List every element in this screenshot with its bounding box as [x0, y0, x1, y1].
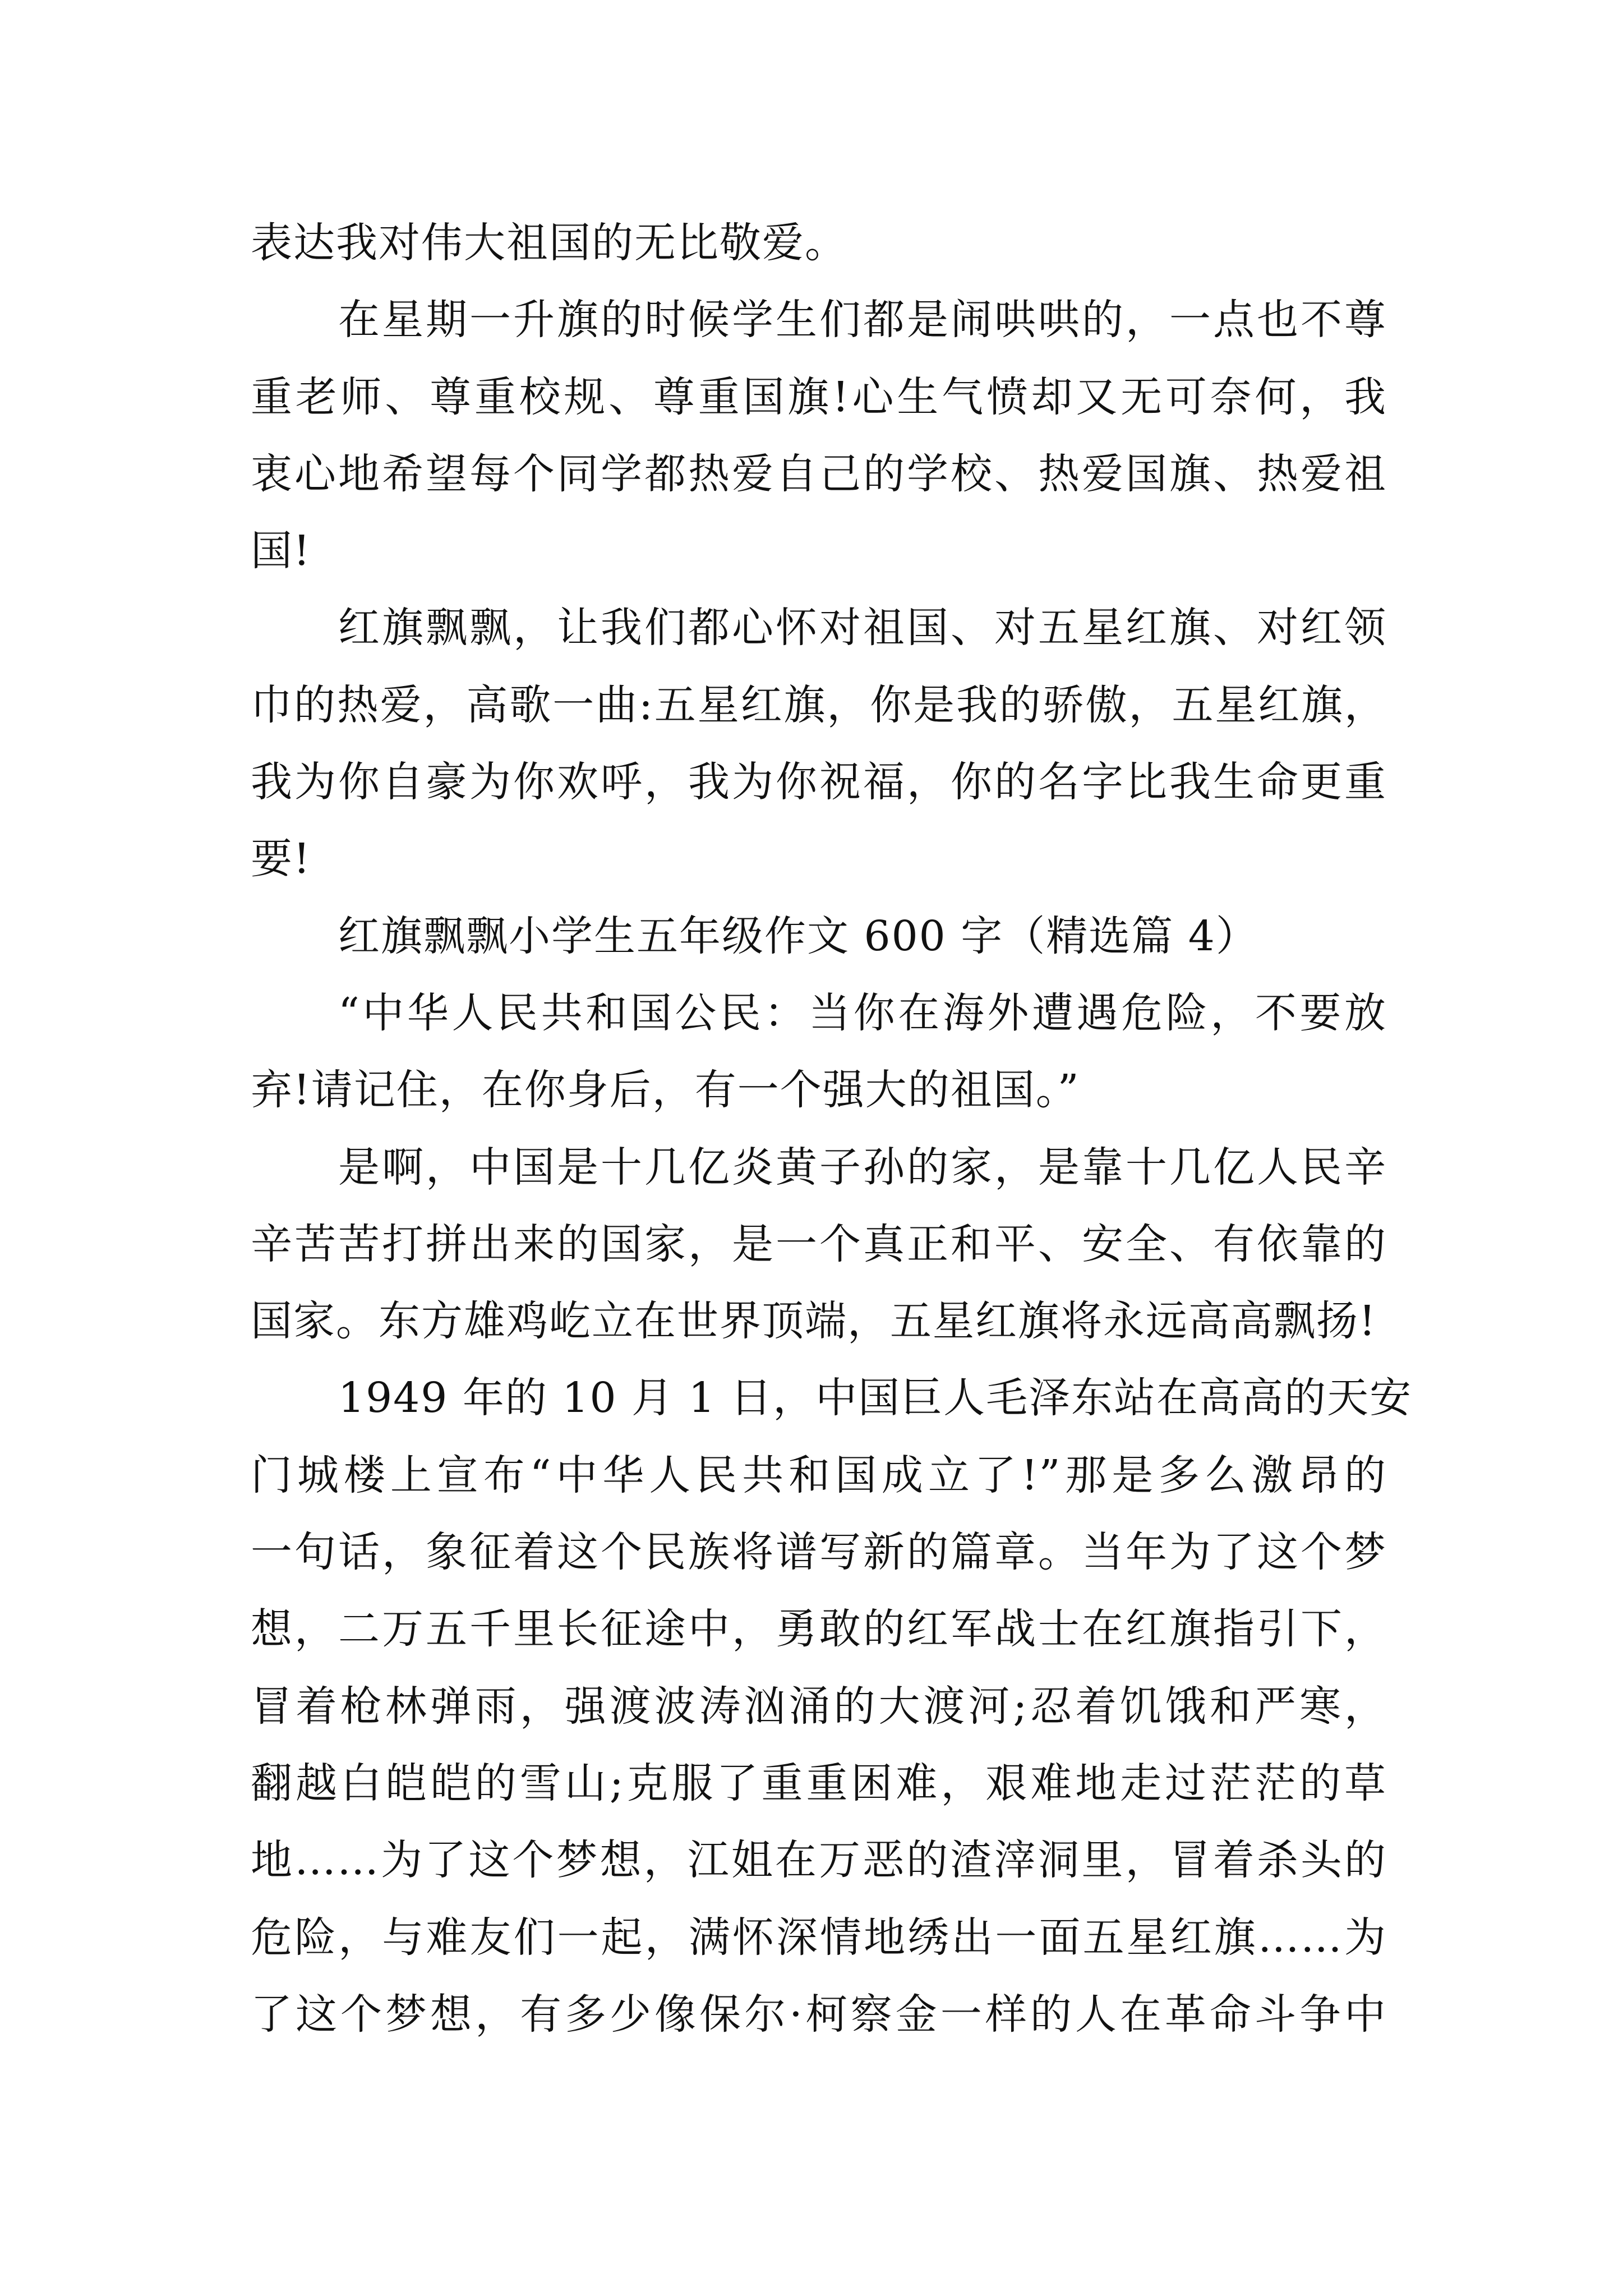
paragraph-line: 表达我对伟大祖国的无比敬爱。 [251, 219, 847, 267]
paragraph-line: 要! [251, 835, 311, 884]
paragraph-line: 红旗飘飘，让我们都心怀对祖国、对五星红旗、对红领 [338, 604, 1387, 652]
paragraph-line: 1949 年的 10 月 1 日，中国巨人毛泽东站在高高的天安 [338, 1374, 1413, 1423]
paragraph [251, 975, 1387, 1129]
paragraph-line: 了这个梦想，有多少像保尔·柯察金一样的人在革命斗争中 [251, 1990, 1387, 2039]
paragraph [251, 1360, 1413, 2053]
paragraph-line: 重老师、尊重校规、尊重国旗!心生气愤却又无可奈何，我 [251, 372, 1387, 421]
paragraph-line: 地……为了这个梦想，江姐在万恶的渣滓洞里，冒着杀头的 [251, 1836, 1387, 1885]
paragraph-line: 是啊，中国是十几亿炎黄子孙的家，是靠十几亿人民辛 [338, 1143, 1387, 1191]
paragraph-line: 国! [251, 527, 311, 576]
paragraph [251, 282, 1387, 590]
paragraph-line: 我为你自豪为你欢呼，我为你祝福，你的名字比我生命更重 [251, 758, 1387, 807]
section-heading-text: 红旗飘飘小学生五年级作文 600 字（精选篇 4） [338, 912, 1258, 960]
paragraph-line: 在星期一升旗的时候学生们都是闹哄哄的，一点也不尊 [338, 296, 1387, 344]
paragraph-line: 想，二万五千里长征途中，勇敢的红军战士在红旗指引下， [251, 1605, 1387, 1654]
paragraph-line: 冒着枪林弹雨，强渡波涛汹涌的大渡河;忍着饥饿和严寒， [251, 1682, 1387, 1731]
paragraph-line: 辛苦苦打拼出来的国家，是一个真正和平、安全、有依靠的 [251, 1220, 1387, 1268]
paragraph-line: 危险，与难友们一起，满怀深情地绣出一面五星红旗……为 [251, 1913, 1387, 1962]
paragraph-line: 弃!请记住，在你身后，有一个强大的祖国。” [251, 1066, 1080, 1115]
paragraph-line: 一句话，象征着这个民族将谱写新的篇章。当年为了这个梦 [251, 1528, 1387, 1577]
section-heading [251, 898, 1387, 975]
paragraph-line: 巾的热爱，高歌一曲:五星红旗，你是我的骄傲，五星红旗， [251, 680, 1387, 729]
body-text [251, 205, 1413, 2053]
paragraph-line: 翻越白皑皑的雪山;克服了重重困难，艰难地走过茫茫的草 [251, 1759, 1387, 1807]
paragraph-line: 国家。东方雄鸡屹立在世界顶端，五星红旗将永远高高飘扬! [251, 1297, 1377, 1346]
paragraph-line: “中华人民共和国公民：当你在海外遭遇危险，不要放 [338, 988, 1387, 1037]
paragraph [251, 205, 1387, 282]
paragraph [251, 1129, 1387, 1360]
paragraph [251, 590, 1387, 898]
paragraph-line: 衷心地希望每个同学都热爱自己的学校、热爱国旗、热爱祖 [251, 449, 1387, 498]
paragraph-line: 门城楼上宣布“中华人民共和国成立了!”那是多么激昂的 [251, 1451, 1387, 1499]
